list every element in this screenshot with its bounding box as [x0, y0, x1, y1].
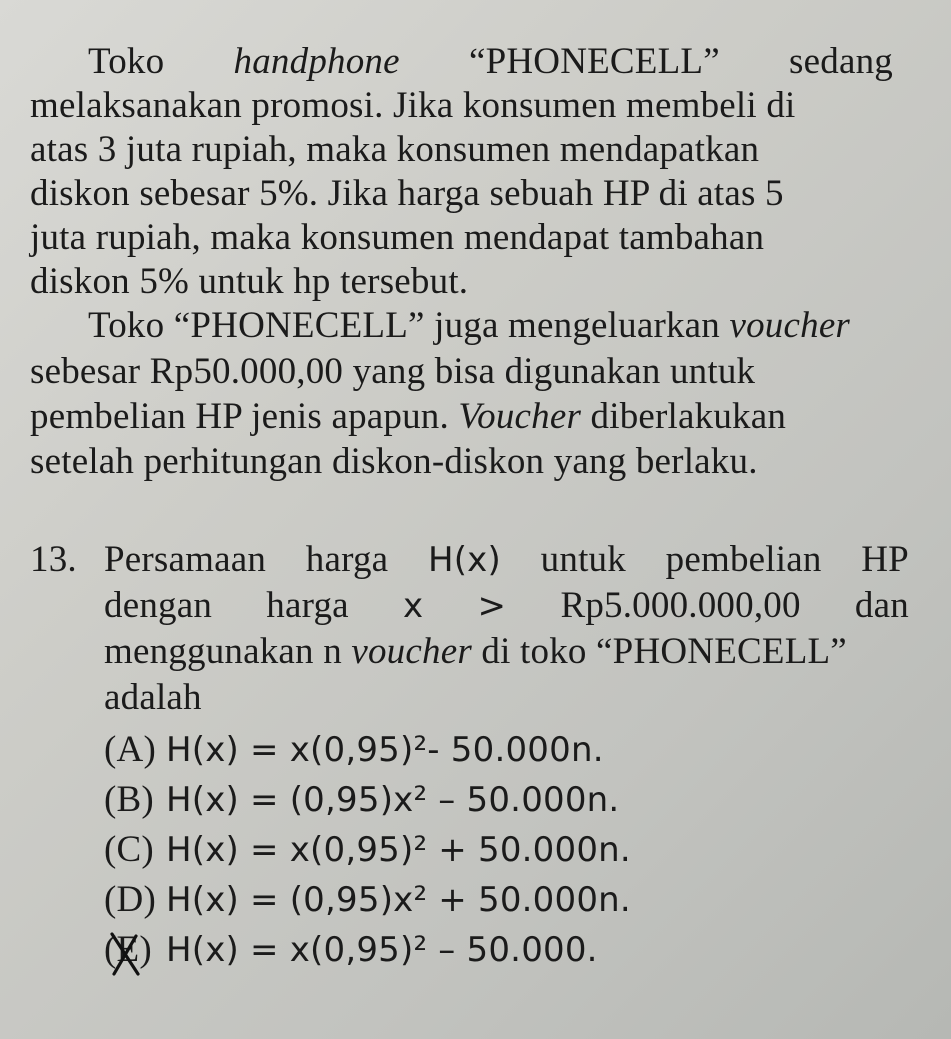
text: menggunakan n [104, 631, 352, 672]
word: sedang [789, 41, 893, 82]
intro-line-2: melaksanakan promosi. Jika konsumen membeli di [30, 85, 796, 126]
word: dengan [104, 585, 213, 626]
intro-line-1 [88, 40, 893, 84]
text: Toko “PHONECELL” juga mengeluarkan [88, 305, 730, 346]
word: harga [266, 585, 349, 626]
math-word: H(x) [427, 540, 501, 580]
option-label: (E) [104, 929, 152, 970]
math-word: > [477, 586, 507, 626]
word: Rp5.000.000,00 [560, 585, 801, 626]
word: “PHONECELL” [468, 41, 720, 82]
math-word: x [402, 586, 424, 626]
intro-p2-line-1 [88, 304, 850, 348]
word-italic: voucher [351, 631, 472, 672]
intro-line-3: atas 3 juta rupiah, maka konsumen mendapatkan [30, 129, 760, 170]
option-a [104, 728, 604, 772]
intro-line-5: juta rupiah, maka konsumen mendapat tambahan [30, 217, 765, 258]
option-b [104, 778, 619, 822]
option-label: (D) [104, 879, 156, 920]
option-label: (C) [104, 829, 154, 870]
question-line-4: adalah [104, 677, 202, 718]
word: HP [861, 539, 909, 580]
handwritten-cross-mark [104, 928, 148, 978]
option-text: H(x) = (0,95)x² – 50.000n. [166, 780, 620, 820]
question-line-1 [104, 538, 909, 582]
word-italic: handphone [233, 41, 400, 82]
question-line-2 [104, 584, 909, 628]
word-italic: Voucher [458, 396, 582, 437]
option-d [104, 878, 631, 922]
option-e [104, 928, 598, 972]
option-text: H(x) = x(0,95)² + 50.000n. [166, 830, 631, 870]
option-label: (B) [104, 779, 154, 820]
word: harga [305, 539, 389, 580]
word: untuk [540, 539, 626, 580]
intro-p2-line-2: sebesar Rp50.000,00 yang bisa digunakan untuk [30, 351, 756, 392]
text: pembelian HP jenis apapun. [30, 396, 459, 437]
text: diberlakukan [581, 396, 787, 437]
option-text: H(x) = x(0,95)²- 50.000n. [166, 730, 604, 770]
option-text: H(x) = x(0,95)² – 50.000. [166, 930, 598, 970]
option-label: (A) [104, 729, 156, 770]
intro-line-4: diskon sebesar 5%. Jika harga sebuah HP di atas 5 [30, 173, 784, 214]
question-line-3 [104, 630, 847, 674]
option-text: H(x) = (0,95)x² + 50.000n. [166, 880, 631, 920]
intro-line-6: diskon 5% untuk hp tersebut. [30, 261, 469, 302]
word: dan [854, 585, 909, 626]
word: Toko [88, 41, 165, 82]
word: pembelian [665, 539, 822, 580]
text: di toko “PHONECELL” [471, 631, 847, 672]
word: Persamaan [104, 539, 267, 580]
intro-p2-line-4: setelah perhitungan diskon-diskon yang berlaku. [30, 441, 758, 482]
question-number: 13. [30, 539, 77, 580]
intro-p2-line-3 [30, 395, 786, 439]
option-c [104, 828, 631, 872]
word-italic: voucher [729, 305, 851, 346]
